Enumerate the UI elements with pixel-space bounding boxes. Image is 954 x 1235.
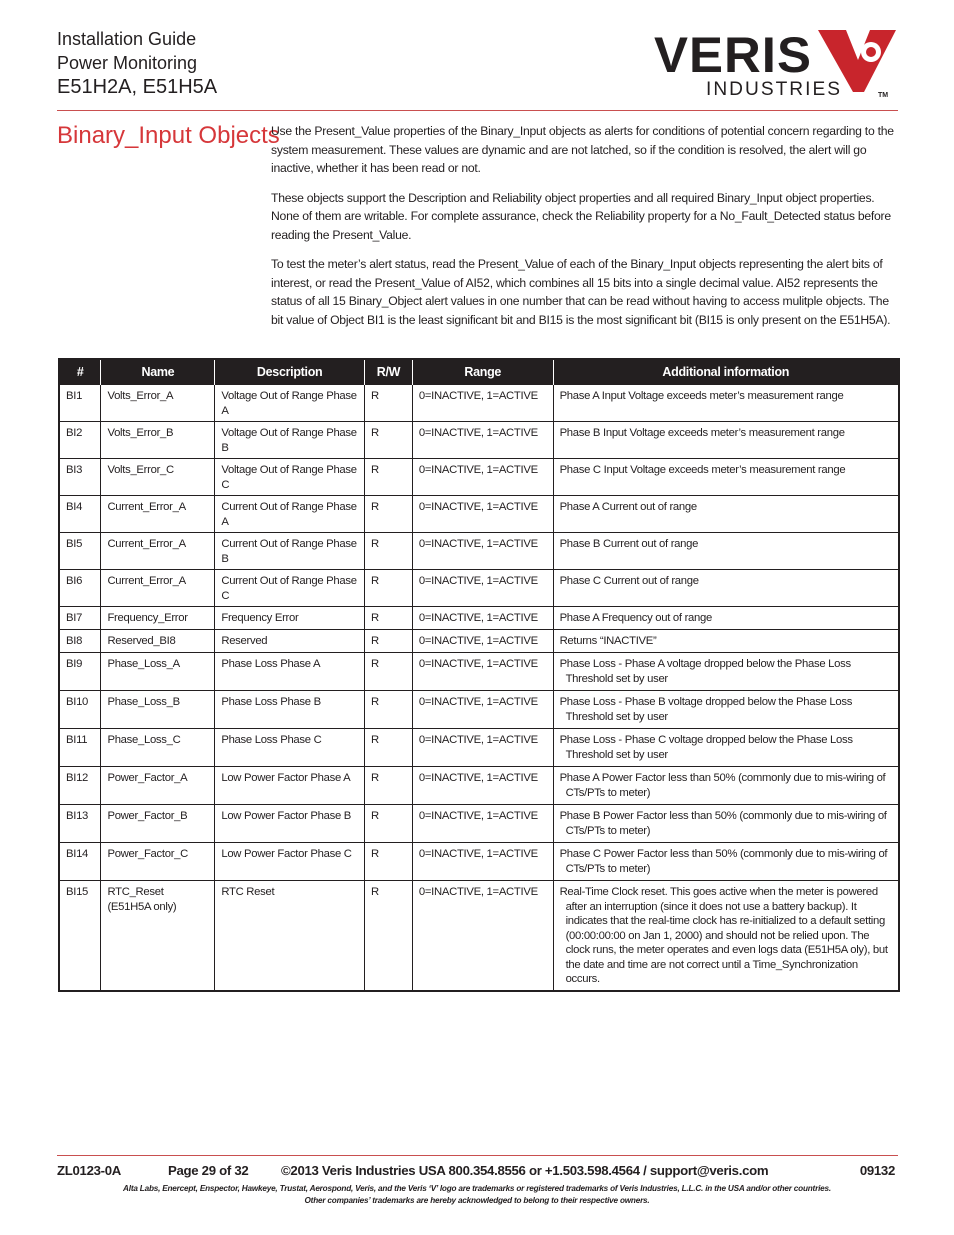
- cell-name: [101, 607, 215, 630]
- header-line-1: Installation Guide: [57, 29, 197, 49]
- cell-number: BI2: [59, 422, 101, 459]
- logo-subword: INDUSTRIES: [706, 79, 842, 100]
- cell-range: 0=INACTIVE, 1=ACTIVE: [412, 729, 553, 767]
- cell-rw: R: [364, 630, 412, 653]
- object-name: Volts_Error_B: [107, 427, 174, 439]
- object-name: Volts_Error_A: [107, 390, 174, 402]
- cell-name: [101, 630, 215, 653]
- cell-name: [101, 385, 215, 422]
- cell-additional-info: [553, 533, 899, 570]
- table-row: [59, 805, 899, 843]
- cell-rw: R: [364, 767, 412, 805]
- cell-rw: R: [364, 570, 412, 607]
- cell-range: 0=INACTIVE, 1=ACTIVE: [412, 533, 553, 570]
- cell-range: 0=INACTIVE, 1=ACTIVE: [412, 607, 553, 630]
- column-header-additional-info: Additional information: [553, 359, 899, 385]
- section-title: Binary_Input Objects: [57, 122, 280, 149]
- info-text: Phase A Power Factor less than 50% (commonly due to mis-wiring of CTs/PTs to meter): [559, 772, 886, 799]
- cell-rw: R: [364, 843, 412, 881]
- cell-range: 0=INACTIVE, 1=ACTIVE: [412, 496, 553, 533]
- cell-number: BI14: [59, 843, 101, 881]
- footer-page-number: Page 29 of 32: [168, 1163, 249, 1178]
- cell-additional-info: [553, 607, 899, 630]
- cell-number: BI7: [59, 607, 101, 630]
- cell-rw: R: [364, 496, 412, 533]
- table-row: [59, 630, 899, 653]
- object-name: Phase_Loss_C: [107, 734, 181, 746]
- object-name: Volts_Error_C: [107, 464, 174, 476]
- object-name: Reserved_BI8: [107, 635, 176, 647]
- cell-range: 0=INACTIVE, 1=ACTIVE: [412, 805, 553, 843]
- cell-name: [101, 881, 215, 991]
- cell-number: BI13: [59, 805, 101, 843]
- cell-description: Phase Loss Phase A: [215, 653, 365, 691]
- object-name: Phase_Loss_A: [107, 658, 180, 670]
- cell-description: Current Out of Range Phase B: [215, 533, 365, 570]
- cell-rw: R: [364, 881, 412, 991]
- table-row: [59, 607, 899, 630]
- cell-name: [101, 570, 215, 607]
- info-text: Returns “INACTIVE”: [559, 635, 657, 647]
- cell-additional-info: [553, 843, 899, 881]
- logo-wordmark: VERIS: [654, 27, 812, 83]
- info-text: Real-Time Clock reset. This goes active when the meter is powered after an interruption (since it does not use a battery backup). It indicates that the real-time clock has re-initialized to a default setting (00:00:00:00 on Jan 1, 2000) and should not be relied upon. The clock runs, the meter operates and even logs data (E51H5A oly), but the date and time are not correct until a Time_Synchronization occurs.: [559, 886, 888, 985]
- info-text: Phase A Current out of range: [559, 501, 697, 513]
- intro-paragraph: These objects support the Description and Reliability object properties and all required Binary_Input object properties. None of them are writable. For complete assurance, check the Reliability property for a No_Fault_Detected status before reading the Present_Value.: [271, 190, 891, 242]
- cell-name: [101, 843, 215, 881]
- cell-rw: R: [364, 385, 412, 422]
- intro-paragraph: To test the meter’s alert status, read the Present_Value of each of the Binary_Input objects representing the alert bits of interest, or read the Present_Value of AI52, which combines all 15 bits into a single decimal value. AI52 represents the status of all 15 Binary_Object alert values in one number that can be read without having to access mulitple objects. The bit value of Object BI1 is the least significant bit and BI15 is the most significant bit (BI15 is only present on the E51H5A).: [271, 257, 891, 327]
- cell-number: BI5: [59, 533, 101, 570]
- footer-doc-id: ZL0123-0A: [57, 1163, 121, 1178]
- header-line-2: Power Monitoring: [57, 53, 198, 73]
- cell-range: 0=INACTIVE, 1=ACTIVE: [412, 843, 553, 881]
- column-header-description: Description: [215, 359, 365, 385]
- intro-paragraph: Use the Present_Value properties of the Binary_Input objects as alerts for conditions of potential concern regarding to the system measurement. These values are dynamic and are not latched, so if the condition is resolved, the alert will go inactive, whether it has been read or not.: [271, 124, 894, 175]
- footer-contact: ©2013 Veris Industries USA 800.354.8556 or +1.503.598.4564 / support@veris.com: [281, 1163, 769, 1178]
- column-header-name: Name: [101, 359, 215, 385]
- cell-range: 0=INACTIVE, 1=ACTIVE: [412, 459, 553, 496]
- cell-rw: R: [364, 691, 412, 729]
- footer-rule: [57, 1155, 898, 1156]
- intro-text: [271, 122, 899, 340]
- cell-rw: R: [364, 422, 412, 459]
- cell-additional-info: [553, 653, 899, 691]
- cell-description: Reserved: [215, 630, 365, 653]
- info-text: Phase B Input Voltage exceeds meter’s measurement range: [559, 427, 845, 439]
- cell-range: 0=INACTIVE, 1=ACTIVE: [412, 422, 553, 459]
- cell-name: [101, 422, 215, 459]
- info-text: Phase Loss - Phase C voltage dropped below the Phase Loss Threshold set by user: [559, 734, 853, 761]
- header-rule: [57, 110, 898, 111]
- cell-rw: R: [364, 533, 412, 570]
- cell-number: BI8: [59, 630, 101, 653]
- binary-input-table: [58, 358, 900, 992]
- cell-name: [101, 729, 215, 767]
- cell-additional-info: [553, 496, 899, 533]
- cell-number: BI1: [59, 385, 101, 422]
- header-line-3: E51H2A, E51H5A: [57, 76, 218, 98]
- table-row: [59, 570, 899, 607]
- cell-description: Phase Loss Phase B: [215, 691, 365, 729]
- cell-range: 0=INACTIVE, 1=ACTIVE: [412, 570, 553, 607]
- cell-number: BI10: [59, 691, 101, 729]
- footer-date-code: 09132: [859, 1163, 895, 1178]
- cell-description: RTC Reset: [215, 881, 365, 991]
- column-header-number: #: [59, 359, 101, 385]
- cell-name: [101, 533, 215, 570]
- cell-name: [101, 653, 215, 691]
- info-text: Phase C Power Factor less than 50% (commonly due to mis-wiring of CTs/PTs to meter): [559, 848, 888, 875]
- cell-additional-info: [553, 570, 899, 607]
- table-row: [59, 459, 899, 496]
- cell-number: BI3: [59, 459, 101, 496]
- object-name: Power_Factor_B: [107, 810, 188, 822]
- object-name: Current_Error_A: [107, 538, 186, 550]
- object-name: Phase_Loss_B: [107, 696, 180, 708]
- column-header-range: Range: [412, 359, 553, 385]
- cell-additional-info: [553, 805, 899, 843]
- cell-range: 0=INACTIVE, 1=ACTIVE: [412, 881, 553, 991]
- table-row: [59, 496, 899, 533]
- info-text: Phase A Input Voltage exceeds meter’s measurement range: [559, 390, 844, 402]
- table-row: [59, 653, 899, 691]
- info-text: Phase B Power Factor less than 50% (commonly due to mis-wiring of CTs/PTs to meter): [559, 810, 887, 837]
- info-text: Phase C Current out of range: [559, 575, 699, 587]
- cell-number: BI6: [59, 570, 101, 607]
- cell-rw: R: [364, 607, 412, 630]
- object-name: Current_Error_A: [107, 501, 186, 513]
- cell-additional-info: [553, 691, 899, 729]
- cell-rw: R: [364, 459, 412, 496]
- cell-number: BI11: [59, 729, 101, 767]
- cell-range: 0=INACTIVE, 1=ACTIVE: [412, 767, 553, 805]
- logo-trademark: TM: [878, 92, 889, 99]
- footer-trademark-line-1: Alta Labs, Enercept, Enspector, Hawkeye, Trustat, Aerospond, Veris, and the Veris ‘V’ logo are trademarks or registered trademarks of Veris Industries, L.L.C. in the USA and/or other countries.: [123, 1184, 831, 1193]
- cell-additional-info: [553, 459, 899, 496]
- cell-description: Voltage Out of Range Phase C: [215, 459, 365, 496]
- footer-trademark-line-2: Other companies’ trademarks are hereby acknowledged to belong to their respective owners.: [304, 1196, 650, 1205]
- table-row: [59, 843, 899, 881]
- cell-range: 0=INACTIVE, 1=ACTIVE: [412, 385, 553, 422]
- cell-description: Current Out of Range Phase C: [215, 570, 365, 607]
- cell-description: Low Power Factor Phase B: [215, 805, 365, 843]
- cell-description: Current Out of Range Phase A: [215, 496, 365, 533]
- cell-additional-info: [553, 630, 899, 653]
- cell-description: Phase Loss Phase C: [215, 729, 365, 767]
- cell-rw: R: [364, 653, 412, 691]
- cell-range: 0=INACTIVE, 1=ACTIVE: [412, 653, 553, 691]
- cell-number: BI15: [59, 881, 101, 991]
- table-row: [59, 881, 899, 991]
- cell-name: [101, 691, 215, 729]
- cell-additional-info: [553, 881, 899, 991]
- table-row: [59, 533, 899, 570]
- table-row: [59, 422, 899, 459]
- column-header-rw: R/W: [364, 359, 412, 385]
- veris-logo: [650, 26, 900, 102]
- cell-additional-info: [553, 385, 899, 422]
- cell-number: BI9: [59, 653, 101, 691]
- cell-name: [101, 805, 215, 843]
- info-text: Phase Loss - Phase B voltage dropped below the Phase Loss Threshold set by user: [559, 696, 853, 723]
- info-text: Phase C Input Voltage exceeds meter’s measurement range: [559, 464, 846, 476]
- cell-range: 0=INACTIVE, 1=ACTIVE: [412, 691, 553, 729]
- table-row: [59, 767, 899, 805]
- cell-number: BI4: [59, 496, 101, 533]
- document-header: [57, 27, 217, 99]
- table-row: [59, 691, 899, 729]
- cell-range: 0=INACTIVE, 1=ACTIVE: [412, 630, 553, 653]
- cell-name: [101, 496, 215, 533]
- cell-rw: R: [364, 805, 412, 843]
- cell-rw: R: [364, 729, 412, 767]
- cell-name: [101, 459, 215, 496]
- cell-additional-info: [553, 729, 899, 767]
- cell-description: Voltage Out of Range Phase A: [215, 385, 365, 422]
- object-name: RTC_Reset: [107, 886, 164, 898]
- cell-additional-info: [553, 767, 899, 805]
- object-name: Power_Factor_A: [107, 772, 188, 784]
- cell-description: Low Power Factor Phase A: [215, 767, 365, 805]
- cell-name: [101, 767, 215, 805]
- cell-description: Voltage Out of Range Phase B: [215, 422, 365, 459]
- page-footer: [57, 1163, 897, 1207]
- table-header-row: [59, 359, 899, 385]
- table-row: [59, 385, 899, 422]
- cell-additional-info: [553, 422, 899, 459]
- object-name: Power_Factor_C: [107, 848, 189, 860]
- table-row: [59, 729, 899, 767]
- cell-description: Frequency Error: [215, 607, 365, 630]
- object-name-note: (E51H5A only): [107, 900, 177, 913]
- info-text: Phase Loss - Phase A voltage dropped below the Phase Loss Threshold set by user: [559, 658, 851, 685]
- info-text: Phase A Frequency out of range: [559, 612, 712, 624]
- object-name: Current_Error_A: [107, 575, 186, 587]
- info-text: Phase B Current out of range: [559, 538, 699, 550]
- cell-description: Low Power Factor Phase C: [215, 843, 365, 881]
- cell-number: BI12: [59, 767, 101, 805]
- object-name: Frequency_Error: [107, 612, 188, 624]
